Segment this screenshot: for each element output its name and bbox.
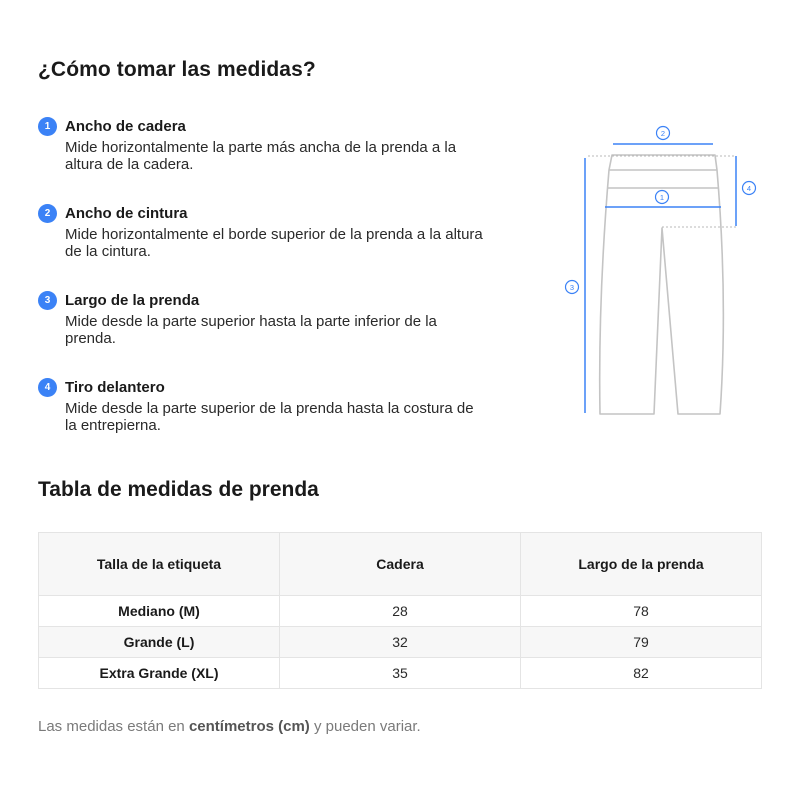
step-description: Mide horizontalmente la parte más ancha de la prenda a la altura de la cadera. (65, 139, 457, 173)
length-value-cell: 78 (521, 596, 762, 627)
size-name-cell: Mediano (M) (39, 596, 280, 627)
marker-1-label: 1 (659, 193, 665, 202)
hip-value-cell: 28 (280, 596, 521, 627)
size-name-cell: Extra Grande (XL) (39, 658, 280, 689)
footnote-suffix: y pueden variar. (309, 718, 421, 735)
step-title: Tiro delantero (65, 379, 165, 396)
length-value-cell: 79 (521, 627, 762, 658)
marker-4-label: 4 (746, 184, 752, 193)
step-number-badge: 2 (38, 204, 57, 223)
step-title: Largo de la prenda (65, 292, 200, 309)
step-title: Ancho de cadera (65, 118, 186, 135)
size-name-cell: Grande (L) (39, 627, 280, 658)
step-description: Mide horizontalmente el borde superior de la prenda a la altura de la cintura. (65, 226, 483, 260)
footnote-prefix: Las medidas están en (38, 718, 189, 735)
hip-value-cell: 35 (280, 658, 521, 689)
size-table (38, 532, 762, 689)
footnote-unit: centímetros (cm) (188, 718, 310, 735)
step-description: Mide desde la parte superior de la prenda hasta la costura de la entrepierna. (65, 400, 474, 434)
header-size-label: Talla de la etiqueta (39, 533, 280, 596)
table-row (39, 658, 762, 689)
table-row (39, 627, 762, 658)
step-number-badge: 4 (38, 378, 57, 397)
marker-2-label: 2 (660, 129, 666, 138)
step-number-badge: 1 (38, 117, 57, 136)
header-length: Largo de la prenda (521, 533, 762, 596)
length-value-cell: 82 (521, 658, 762, 689)
size-table-title: Tabla de medidas de prenda (38, 478, 319, 501)
measure-section-title: ¿Cómo tomar las medidas? (38, 58, 316, 81)
step-description: Mide desde la parte superior hasta la parte inferior de la prenda. (65, 313, 437, 347)
units-footnote (38, 718, 421, 735)
table-header-row (39, 533, 762, 596)
step-title: Ancho de cintura (65, 205, 188, 222)
pants-measurement-diagram-icon (560, 120, 760, 420)
header-hip: Cadera (280, 533, 521, 596)
step-number-badge: 3 (38, 291, 57, 310)
table-row (39, 596, 762, 627)
hip-value-cell: 32 (280, 627, 521, 658)
marker-3-label: 3 (569, 283, 575, 292)
